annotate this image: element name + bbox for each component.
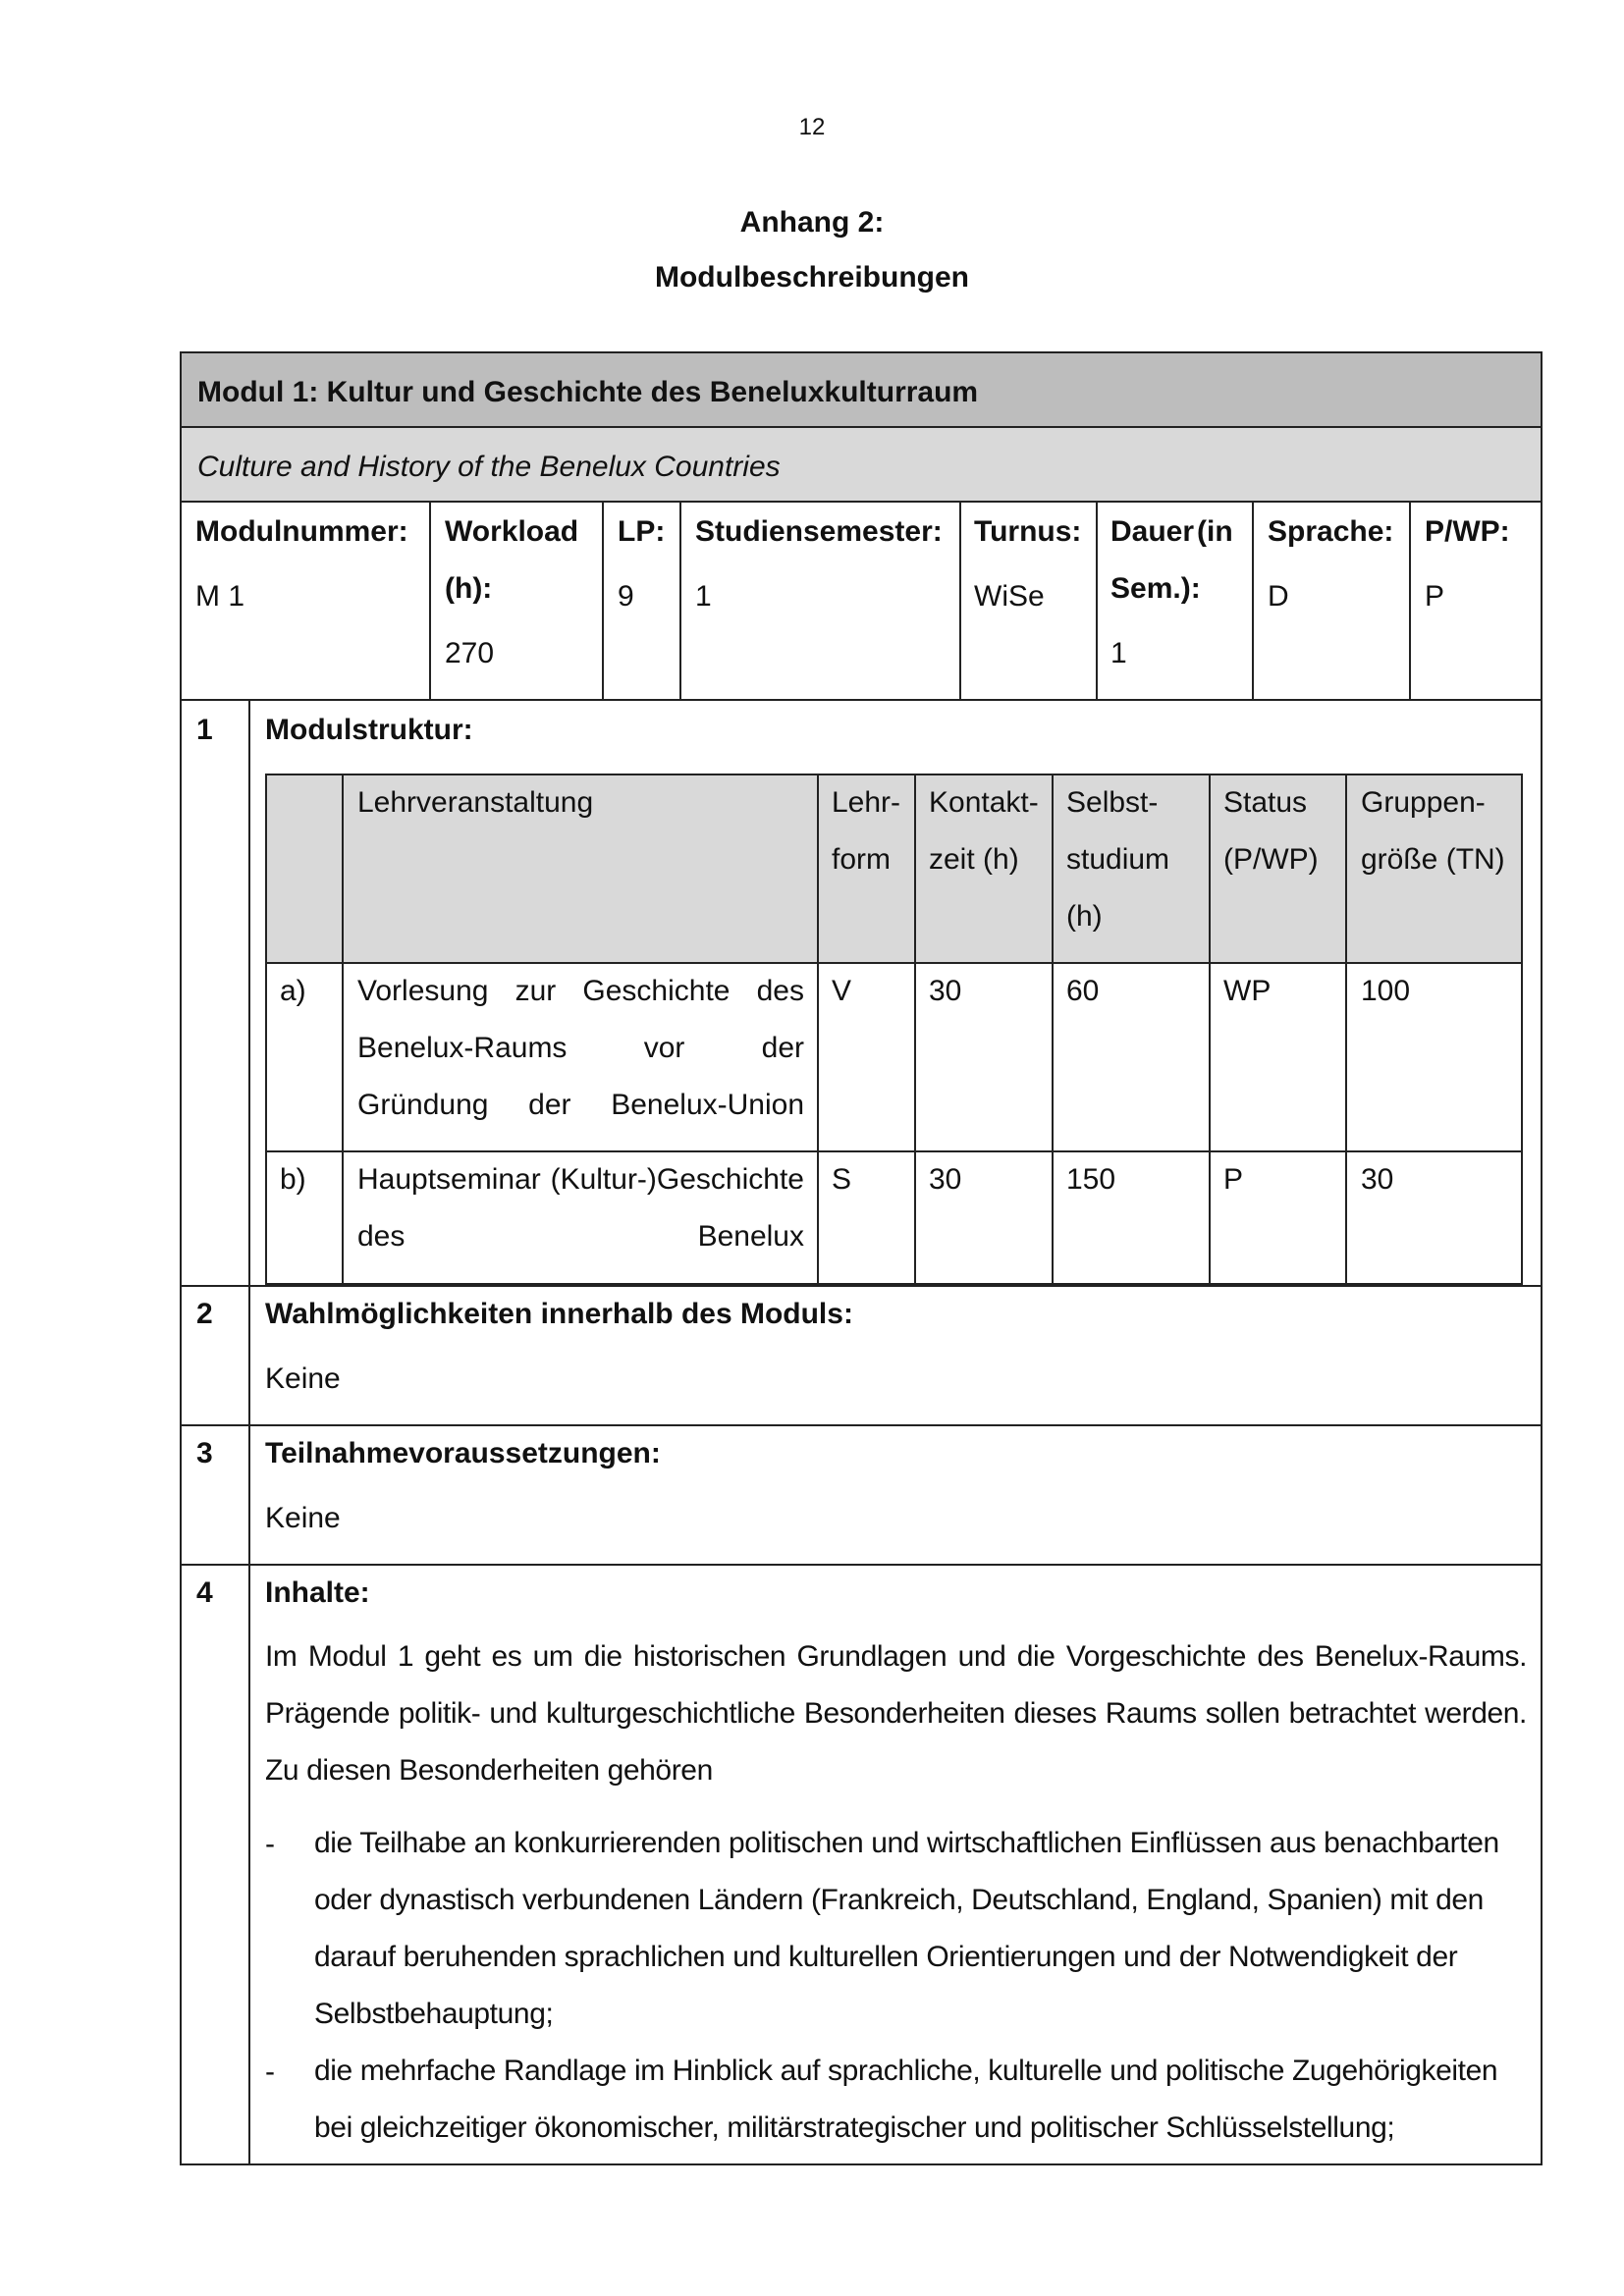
- col-header-lehrveranstaltung: Lehrveranstaltung: [357, 786, 594, 819]
- module-title: Modul 1: Kultur und Geschichte des Beneluxkulturraum: [197, 376, 979, 408]
- bullet-dash: -: [265, 2056, 275, 2088]
- row-lehrform: S: [832, 1163, 852, 1196]
- appendix-heading: Anhang 2:: [739, 206, 885, 239]
- module-subtitle-row: [180, 426, 1543, 503]
- row-status: WP: [1223, 975, 1272, 1007]
- dauer-label-sem: Sem.):: [1110, 572, 1201, 605]
- col-header-selbststudium: Selbst-: [1066, 786, 1159, 819]
- col-header-status-2: (P/WP): [1223, 843, 1319, 876]
- dauer-label: Dauer: [1110, 515, 1195, 548]
- col-header-lehrform: Lehr-: [832, 786, 901, 819]
- turnus-value: WiSe: [974, 580, 1045, 613]
- col-header-gruppengroesse: Gruppen-: [1361, 786, 1486, 819]
- workload-label-unit: (h):: [445, 572, 493, 605]
- page-number: 12: [798, 114, 826, 140]
- module-title-row: [180, 351, 1543, 428]
- dauer-value: 1: [1110, 637, 1127, 669]
- section-number: 4: [196, 1576, 213, 1609]
- section-body-wahlmoeglichkeiten: Keine: [265, 1362, 341, 1395]
- studiensemester-value: 1: [695, 580, 712, 613]
- lp-value: 9: [618, 580, 634, 613]
- row-selbststudium: 150: [1066, 1163, 1116, 1196]
- studiensemester-label: Studiensemester:: [695, 515, 943, 548]
- section-title-wahlmoeglichkeiten: Wahlmöglichkeiten innerhalb des Moduls:: [265, 1298, 853, 1330]
- inhalte-intro: Im Modul 1 geht es um die historischen Grundlagen und die Vorgeschichte des Benelux-Raums. Prägende politik- und kulturgeschichtliche Besonderheiten dieses Raums sollen betrachtet werden. Zu diesen Besonderheiten gehören: [265, 1640, 1527, 1787]
- col-header-gruppengroesse-2: größe (TN): [1361, 843, 1505, 876]
- section-title-teilnahmevoraussetzungen: Teilnahmevoraussetzungen:: [265, 1437, 661, 1469]
- section-number: 2: [196, 1298, 213, 1330]
- col-header-selbststudium-2: studium: [1066, 843, 1170, 876]
- dauer-label-in: (in: [1197, 515, 1233, 548]
- section-number: 1: [196, 714, 213, 746]
- col-header-selbststudium-3: (h): [1066, 900, 1103, 933]
- section-title-inhalte: Inhalte:: [265, 1576, 370, 1609]
- pwp-label: P/WP:: [1425, 515, 1510, 548]
- turnus-label: Turnus:: [974, 515, 1082, 548]
- workload-label: Workload: [445, 515, 579, 548]
- section-title-modulstruktur: Modulstruktur:: [265, 714, 473, 746]
- modulnummer-label: Modulnummer:: [195, 515, 408, 548]
- row-gruppengroesse: 30: [1361, 1163, 1394, 1196]
- inhalte-bullet: die Teilhabe an konkurrierenden politischen und wirtschaftlichen Einflüssen aus benachbarten oder dynastisch verbundenen Ländern (Frankreich, Deutschland, England, Spanien) mit den darauf beruhenden sprachlichen und kulturellen Orientierungen und der Notwendigkeit der Selbstbehauptung;: [314, 1827, 1499, 2030]
- row-id: a): [280, 975, 306, 1007]
- pwp-value: P: [1425, 580, 1445, 613]
- row-status: P: [1223, 1163, 1244, 1196]
- row-title: Hauptseminar (Kultur-)Geschichte des Benelux: [357, 1163, 804, 1253]
- workload-value: 270: [445, 637, 495, 669]
- row-lehrform: V: [832, 975, 852, 1007]
- lp-label: LP:: [618, 515, 666, 548]
- row-title: Vorlesung zur Geschichte des Benelux-Raums vor der Gründung der Benelux-Union: [357, 975, 804, 1121]
- inhalte-bullet: die mehrfache Randlage im Hinblick auf sprachliche, kulturelle und politische Zugehörigkeiten bei gleichzeitiger ökonomischer, militärstrategischer und politischer Schlüsselstellung;: [314, 2055, 1498, 2144]
- module-subtitle: Culture and History of the Benelux Countries: [197, 451, 781, 483]
- bullet-dash: -: [265, 1828, 275, 1860]
- col-header-kontaktzeit-2: zeit (h): [929, 843, 1019, 876]
- row-kontaktzeit: 30: [929, 1163, 962, 1196]
- section-body-teilnahmevoraussetzungen: Keine: [265, 1502, 341, 1534]
- row-kontaktzeit: 30: [929, 975, 962, 1007]
- sprache-label: Sprache:: [1268, 515, 1394, 548]
- col-header-kontaktzeit: Kontakt-: [929, 786, 1039, 819]
- sprache-value: D: [1268, 580, 1289, 613]
- row-gruppengroesse: 100: [1361, 975, 1411, 1007]
- col-header-status: Status: [1223, 786, 1308, 819]
- col-header-lehrform-2: form: [832, 843, 891, 876]
- modulnummer-value: M 1: [195, 580, 245, 613]
- row-selbststudium: 60: [1066, 975, 1100, 1007]
- appendix-subheading: Modulbeschreibungen: [654, 261, 969, 294]
- section-number: 3: [196, 1437, 213, 1469]
- row-id: b): [280, 1163, 306, 1196]
